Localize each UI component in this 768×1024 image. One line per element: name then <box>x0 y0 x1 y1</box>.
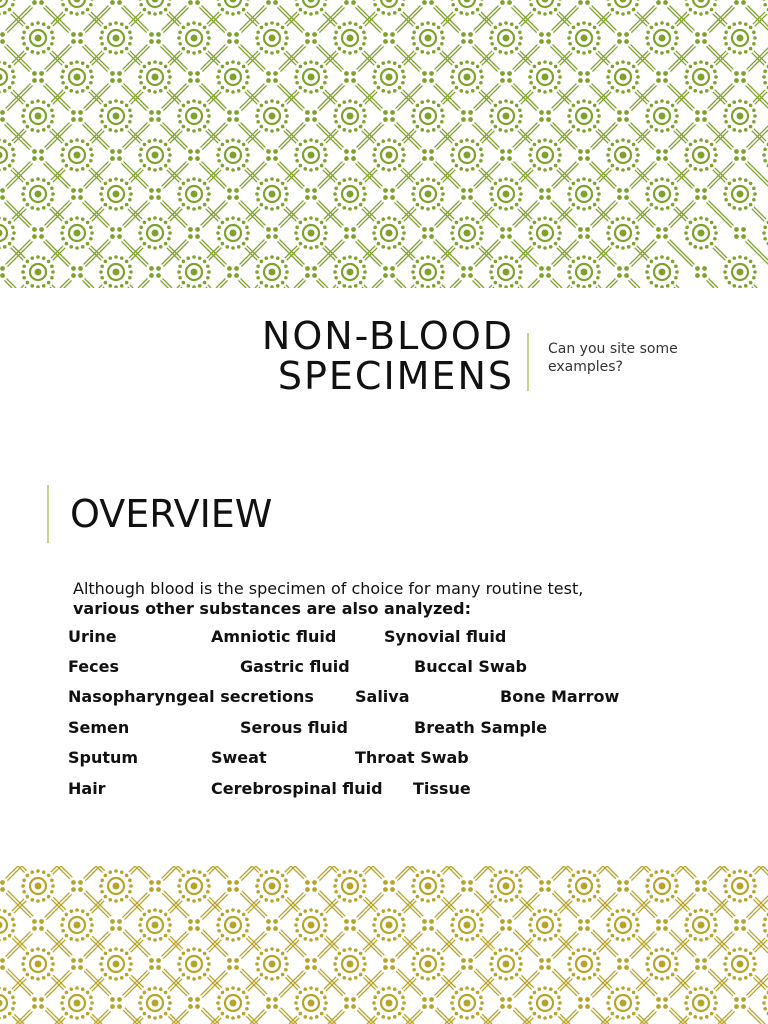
slide-title <box>0 316 514 396</box>
specimen-item: Synovial fluid <box>384 627 507 646</box>
specimen-item: Saliva <box>355 687 410 706</box>
specimen-item: Tissue <box>413 779 471 798</box>
specimen-item: Nasopharyngeal secretions <box>68 687 314 706</box>
specimen-item: Sputum <box>68 748 139 767</box>
intro-text-line-2: various other substances are also analyzed: <box>73 599 471 618</box>
title-divider <box>527 333 529 391</box>
slide-title-line-1: NON-BLOOD <box>261 314 514 358</box>
specimen-item: Breath Sample <box>414 718 548 737</box>
specimen-item: Semen <box>68 718 130 737</box>
specimen-item: Urine <box>68 627 117 646</box>
specimen-item: Serous fluid <box>240 718 348 737</box>
specimen-item: Amniotic fluid <box>211 627 337 646</box>
overview-accent-bar <box>47 485 49 543</box>
specimen-item: Sweat <box>211 748 267 767</box>
slide-title-line-2: SPECIMENS <box>277 354 514 398</box>
specimen-item: Cerebrospinal fluid <box>211 779 383 798</box>
specimen-item: Throat Swab <box>355 748 469 767</box>
intro-text-line-1: Although blood is the specimen of choice for many routine test, <box>73 579 584 598</box>
decorative-pattern-bottom <box>0 866 768 1024</box>
specimen-item: Buccal Swab <box>414 657 527 676</box>
specimen-item: Gastric fluid <box>240 657 350 676</box>
decorative-pattern-top <box>0 0 768 288</box>
overview-heading: OVERVIEW <box>70 492 273 536</box>
slide-subtitle: Can you site some examples? <box>548 341 678 375</box>
specimen-item: Bone Marrow <box>500 687 620 706</box>
specimen-item: Feces <box>68 657 119 676</box>
specimen-item: Hair <box>68 779 106 798</box>
